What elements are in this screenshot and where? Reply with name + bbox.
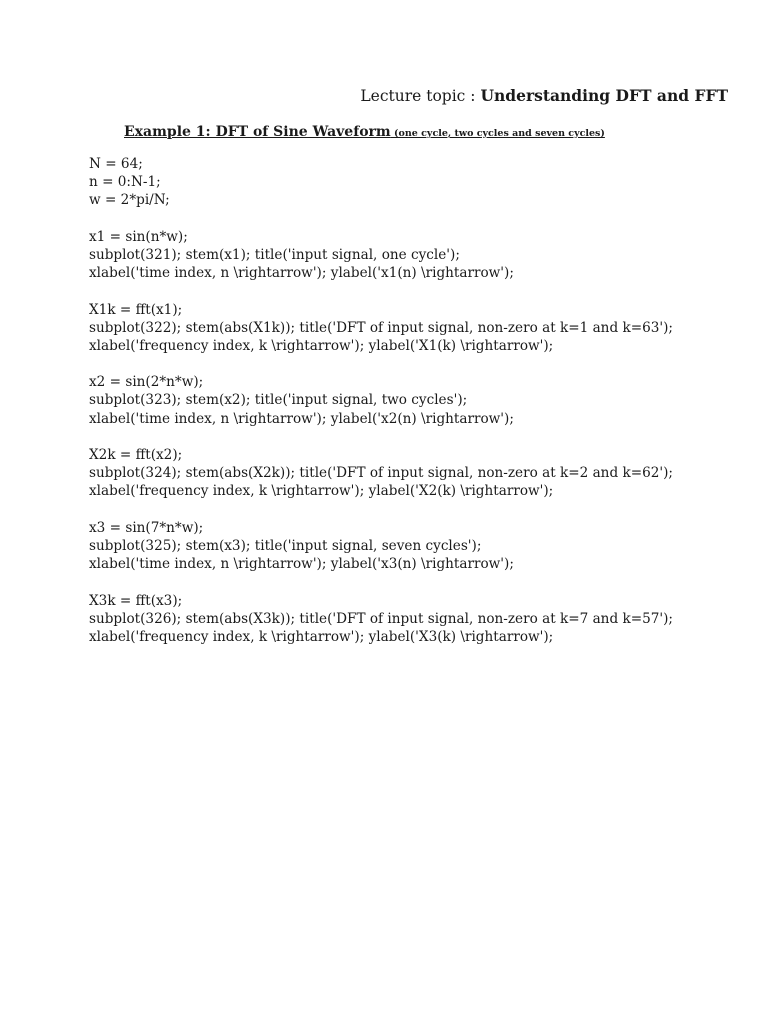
code-line: X3k = fft(x3); — [89, 592, 183, 609]
example-subtitle: (one cycle, two cycles and seven cycles) — [390, 128, 605, 139]
code-line: xlabel('time index, n \rightarrow'); ylabel('x1(n) \rightarrow'); — [89, 265, 514, 282]
code-line: xlabel('frequency index, k \rightarrow'); ylabel('X1(k) \rightarrow'); — [89, 337, 554, 354]
code-block — [89, 155, 673, 210]
code-line: subplot(323); stem(x2); title('input signal, two cycles'); — [89, 392, 468, 409]
code-line: xlabel('time index, n \rightarrow'); ylabel('x3(n) \rightarrow'); — [89, 556, 514, 573]
code-block — [89, 301, 673, 356]
blank-line — [89, 355, 673, 373]
lecture-topic — [360, 86, 728, 105]
example-heading — [124, 121, 605, 140]
code-block — [89, 373, 673, 428]
code-block — [89, 519, 673, 574]
code-block — [89, 592, 673, 647]
code-line: subplot(321); stem(x1); title('input signal, one cycle'); — [89, 246, 460, 263]
code-line: X1k = fft(x1); — [89, 301, 183, 318]
example-title: Example 1: DFT of Sine Waveform — [124, 124, 391, 140]
code-line: xlabel('frequency index, k \rightarrow'); ylabel('X2(k) \rightarrow'); — [89, 483, 554, 500]
blank-line — [89, 428, 673, 446]
code-line: w = 2*pi/N; — [89, 192, 170, 209]
code-line: x1 = sin(n*w); — [89, 228, 188, 245]
blank-line — [89, 282, 673, 300]
code-line: xlabel('time index, n \rightarrow'); ylabel('x2(n) \rightarrow'); — [89, 410, 514, 427]
code-line: subplot(324); stem(abs(X2k)); title('DFT of input signal, non-zero at k=2 and k=62'); — [89, 465, 674, 482]
code-block — [89, 228, 673, 283]
code-line: X2k = fft(x2); — [89, 447, 183, 463]
code-listing — [89, 155, 673, 646]
code-line: subplot(322); stem(abs(X1k)); title('DFT of input signal, non-zero at k=1 and k=63'); — [89, 319, 674, 336]
code-line: x3 = sin(7*n*w); — [89, 519, 204, 536]
code-line: x2 = sin(2*n*w); — [89, 374, 204, 391]
blank-line — [89, 573, 673, 591]
code-block — [89, 446, 673, 501]
code-line: xlabel('frequency index, k \rightarrow'); ylabel('X3(k) \rightarrow'); — [89, 628, 554, 645]
code-line: subplot(325); stem(x3); title('input signal, seven cycles'); — [89, 537, 482, 554]
code-line: subplot(326); stem(abs(X3k)); title('DFT of input signal, non-zero at k=7 and k=57'); — [89, 610, 674, 627]
topic-label: Lecture topic : — [360, 87, 481, 105]
blank-line — [89, 210, 673, 228]
code-line: N = 64; — [89, 156, 143, 172]
blank-line — [89, 501, 673, 519]
code-line: n = 0:N-1; — [89, 174, 161, 191]
topic-title: Understanding DFT and FFT — [480, 86, 728, 105]
